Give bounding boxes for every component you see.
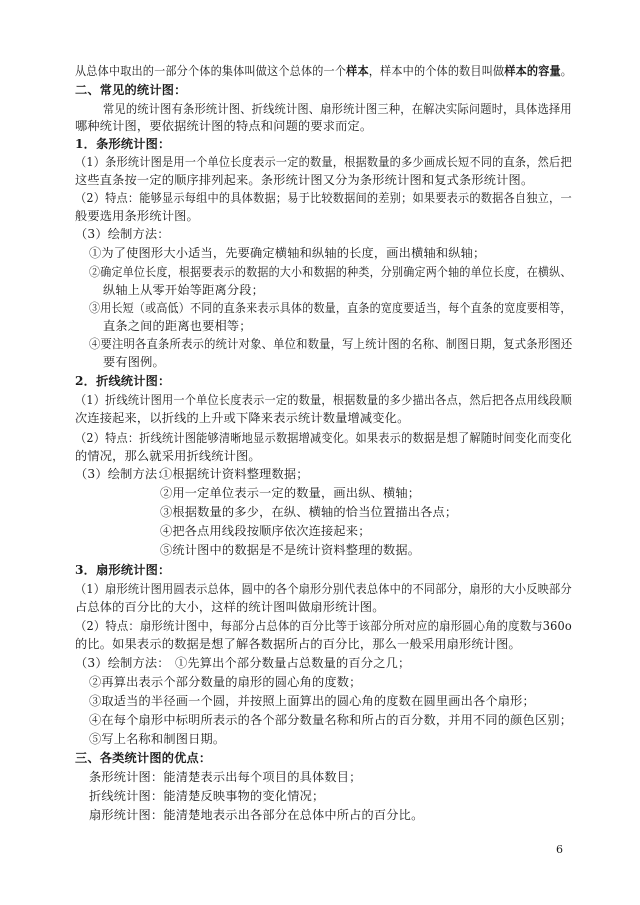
bar-step-1: ①为了使图形大小适当，先要确定横轴和纵轴的长度，画出横轴和纵轴； xyxy=(89,246,486,260)
line-feature-line1: （2）特点：折线统计图能够清晰地显示数据增减变化。如果表示的数据是想了解随时间变化而变化 xyxy=(75,431,572,445)
advantage-bar: 条形统计图：能清楚表示出每个项目的具体数目； xyxy=(89,770,362,784)
pie-feature-line1: （2）特点：扇形统计图中，每部分占总体的百分比等于该部分所对应的扇形圆心角的度数与360o xyxy=(75,619,572,633)
line-definition-line1: （1）折线统计图用一个单位长度表示一定的数量，根据数量的多少描出各点，然后把各点用线段顺 xyxy=(75,393,572,407)
advantage-pie: 扇形统计图：能清楚地表示出各部分在总体中所占的百分比。 xyxy=(89,808,424,822)
line-step-3: ③根据数量的多少，在纵、横轴的恰当位置描出各点； xyxy=(160,505,458,519)
intro-line xyxy=(75,63,572,79)
intro-period: 。 xyxy=(560,64,573,78)
bar-step-3-line1: ③用长短（或高低）不同的直条来表示具体的数量，直条的宽度要适当，每个直条的宽度要相等， xyxy=(89,301,572,315)
advantage-line: 折线统计图：能清楚反映事物的变化情况； xyxy=(89,789,325,803)
bar-feature-line1: （2）特点：能够显示每组中的具体数据；易于比较数据间的差别；如果要表示的数据各自独立，一 xyxy=(75,191,572,205)
bar-chart-heading: 1．条形统计图： xyxy=(75,137,171,151)
pie-definition-line1: （1）扇形统计图用圆表示总体，圆中的各个扇形分别代表总体中的不同部分，扇形的大小反映部分 xyxy=(75,582,572,596)
intro-text-2: ，样本中的个体的数目叫做 xyxy=(368,64,505,78)
line-step-5: ⑤统计图中的数据是不是统计资料整理的数据。 xyxy=(160,543,421,557)
section2-para-line1: 常见的统计图有条形统计图、折线统计图、扇形统计图三种，在解决实际问题时，具体选择用 xyxy=(103,102,572,116)
line-chart-heading: 2．折线统计图： xyxy=(75,374,171,388)
bar-feature-line2: 般要选用条形统计图。 xyxy=(75,209,199,223)
section2-heading: 二、常见的统计图： xyxy=(75,83,187,97)
section2-para-line2: 哪种统计图，要依据统计图的特点和问题的要求而定。 xyxy=(75,119,373,133)
pie-definition-line2: 占总体的百分比的大小，这样的统计图叫做扇形统计图。 xyxy=(75,600,385,614)
line-feature-line2: 的情况，那么就采用折线统计图。 xyxy=(75,449,261,463)
bar-method-label: （3）绘制方法： xyxy=(75,227,170,241)
term-sample: 样本 xyxy=(346,64,369,78)
pie-feature-line2: 的比。如果表示的数据是想了解各数据所占的百分比，那么一般采用扇形统计图。 xyxy=(75,637,521,651)
line-step-1: ①根据统计资料整理数据； xyxy=(160,467,309,481)
pie-step-3: ③取适当的半径画一个圆，并按照上面算出的圆心角的度数在圆里画出各个扇形； xyxy=(89,694,535,708)
pie-chart-heading: 3．扇形统计图： xyxy=(75,563,171,577)
pie-method-label: （3）绘制方法： xyxy=(75,656,170,670)
bar-step-4-line1: ④要注明各直条所表示的统计对象、单位和数量，写上统计图的名称、制图日期，复式条形图还 xyxy=(89,337,573,351)
term-sample-size: 样本的容量 xyxy=(504,64,561,78)
line-method-label: （3）绘制方法： xyxy=(75,467,170,481)
line-step-2: ②用一定单位表示一定的数量，画出纵、横轴； xyxy=(160,486,421,500)
line-definition-line2: 次连接起来，以折线的上升或下降来表示统计数量增减变化。 xyxy=(75,411,410,425)
pie-step-2: ②再算出表示个部分数量的扇形的圆心角的度数； xyxy=(89,675,362,689)
bar-step-2-line2: 纵轴上从零开始等距离分段； xyxy=(103,283,265,297)
bar-step-3-line2: 直条之间的距离也要相等； xyxy=(103,319,252,333)
pie-step-5: ⑤写上名称和制图日期。 xyxy=(89,732,226,746)
pie-step-1: ①先算出个部分数量占总数量的百分之几； xyxy=(175,656,411,670)
bar-step-4-line2: 要有图例。 xyxy=(103,355,165,369)
intro-text: 从总体中取出的一部分个体的集体叫做这个总体的一个 xyxy=(75,64,347,78)
bar-definition-line2: 这些直条按一定的顺序排列起来。条形统计图又分为条形统计图和复式条形统计图。 xyxy=(75,173,534,187)
page-number: 6 xyxy=(556,843,563,856)
bar-definition-line1: （1）条形统计图是用一个单位长度表示一定的数量，根据数量的多少画成长短不同的直条，然后把 xyxy=(75,155,572,169)
line-step-4: ④把各点用线段按顺序依次连接起来； xyxy=(160,524,371,538)
pie-step-4: ④在每个扇形中标明所表示的各个部分数量名称和所占的百分数，并用不同的颜色区别； xyxy=(89,713,573,727)
section3-heading: 三、各类统计图的优点： xyxy=(75,751,212,765)
bar-step-2-line1: ②确定单位长度，根据要表示的数据的大小和数据的种类，分别确定两个轴的单位长度，在横纵、 xyxy=(89,265,572,279)
